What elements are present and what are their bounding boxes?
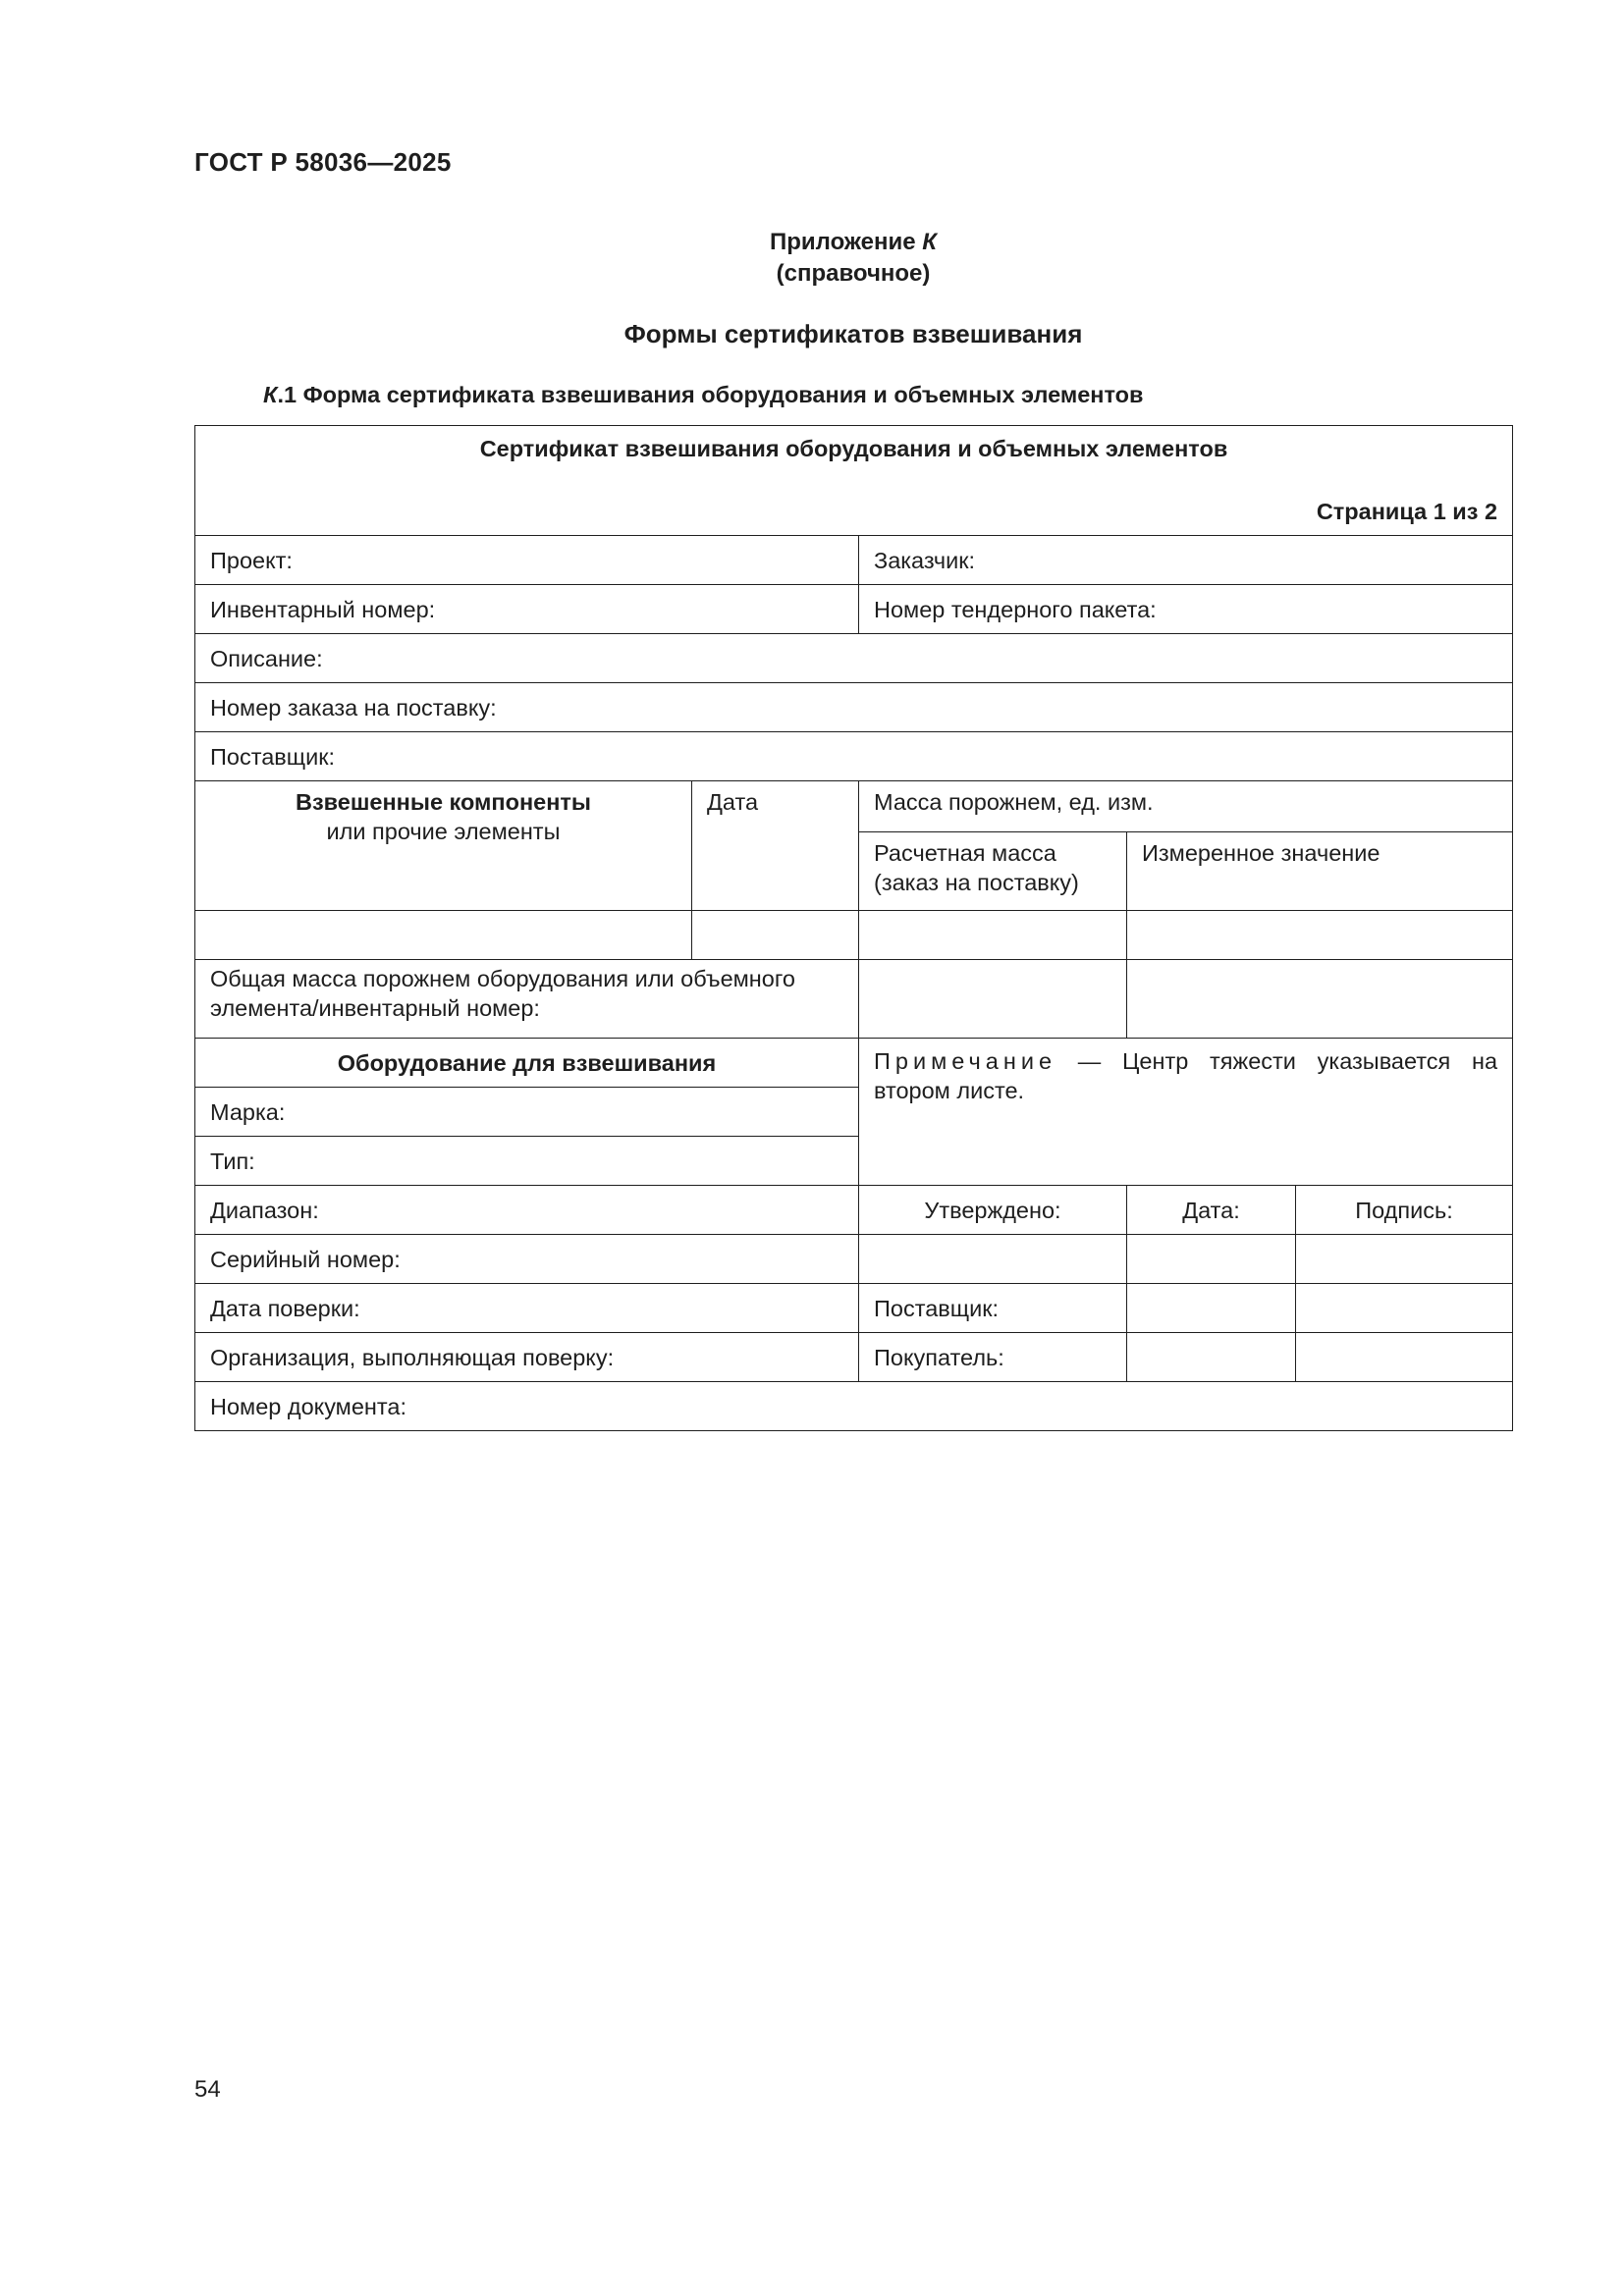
approval-date-blank-input[interactable] [1127, 1235, 1296, 1284]
weighed-components-subtitle: или прочие элементы [326, 819, 561, 844]
calculated-mass-line1: Расчетная масса [874, 840, 1056, 866]
approval-date-header: Дата: [1127, 1186, 1296, 1235]
serial-number-field[interactable]: Серийный номер: [195, 1235, 859, 1284]
appendix-note: (справочное) [776, 260, 931, 287]
supplier-approval-date-input[interactable] [1127, 1284, 1296, 1333]
calculated-mass-header [859, 832, 1127, 911]
subsection-title-text: Форма сертификата взвешивания оборудования и объемных элементов [302, 382, 1144, 407]
buyer-approval-date-input[interactable] [1127, 1333, 1296, 1382]
signature-blank-input[interactable] [1296, 1235, 1513, 1284]
project-field[interactable]: Проект: [195, 536, 859, 585]
approval-header-row [195, 1186, 1513, 1235]
form-row [195, 683, 1513, 732]
calculated-mass-line2: (заказ на поставку) [874, 870, 1079, 895]
component-date-input[interactable] [692, 911, 859, 960]
total-mass-row [195, 960, 1513, 1039]
measured-value-header: Измеренное значение [1127, 832, 1513, 911]
inventory-number-field[interactable]: Инвентарный номер: [195, 585, 859, 634]
customer-field[interactable]: Заказчик: [859, 536, 1513, 585]
form-row [195, 1284, 1513, 1333]
component-entry-row [195, 911, 1513, 960]
form-title-row [195, 426, 1513, 536]
total-measured-value-input[interactable] [1127, 960, 1513, 1039]
subsection-number-letter: К [263, 382, 278, 407]
total-empty-mass-label: Общая масса порожнем оборудования или объемного элемента/инвентарный номер: [195, 960, 859, 1039]
buyer-label: Покупатель: [859, 1333, 1127, 1382]
page-header: ГОСТ Р 58036—2025 [194, 147, 452, 177]
calculated-mass-input[interactable] [859, 911, 1127, 960]
page-number: 54 [194, 2076, 221, 2103]
approval-supplier-label: Поставщик: [859, 1284, 1127, 1333]
form-row [195, 732, 1513, 781]
supplier-signature-input[interactable] [1296, 1284, 1513, 1333]
document-number-field[interactable]: Номер документа: [195, 1382, 1513, 1431]
supplier-field[interactable]: Поставщик: [195, 732, 1513, 781]
form-row [195, 536, 1513, 585]
empty-mass-header: Масса порожнем, ед. изм. [859, 781, 1513, 832]
form-title: Сертификат взвешивания оборудования и объемных элементов [479, 436, 1228, 461]
supply-order-number-field[interactable]: Номер заказа на поставку: [195, 683, 1513, 732]
component-name-input[interactable] [195, 911, 692, 960]
description-field[interactable]: Описание: [195, 634, 1513, 683]
weighing-equipment-header: Оборудование для взвешивания [195, 1039, 859, 1088]
approval-blank-input[interactable] [859, 1235, 1127, 1284]
range-field[interactable]: Диапазон: [195, 1186, 859, 1235]
appendix-label: Приложение [769, 229, 916, 255]
form-row [195, 1382, 1513, 1431]
form-row [195, 585, 1513, 634]
subsection-number-rest: .1 [277, 382, 298, 407]
form-row [195, 1235, 1513, 1284]
type-field[interactable]: Тип: [195, 1137, 859, 1186]
form-page-label: Страница 1 из 2 [1316, 499, 1498, 524]
note-label: Примечание [874, 1048, 1057, 1074]
measured-value-input[interactable] [1127, 911, 1513, 960]
weighed-components-header [195, 781, 692, 911]
subsection-title [263, 382, 1143, 408]
form-row [195, 1333, 1513, 1382]
form-title-cell [195, 426, 1513, 536]
appendix-title [194, 227, 1512, 258]
calibration-organization-field[interactable]: Организация, выполняющая поверку: [195, 1333, 859, 1382]
signature-header: Подпись: [1296, 1186, 1513, 1235]
weighed-components-title: Взвешенные компоненты [295, 789, 592, 815]
buyer-signature-input[interactable] [1296, 1333, 1513, 1382]
tender-package-number-field[interactable]: Номер тендерного пакета: [859, 585, 1513, 634]
form-row [195, 634, 1513, 683]
calibration-date-field[interactable]: Дата поверки: [195, 1284, 859, 1333]
appendix-letter: К [922, 229, 938, 255]
components-header-row [195, 781, 1513, 832]
total-calculated-mass-input[interactable] [859, 960, 1127, 1039]
note-cell [859, 1039, 1513, 1186]
note-text: — Центр тяжести указывается на втором листе. [874, 1048, 1498, 1103]
approved-header: Утверждено: [859, 1186, 1127, 1235]
weighing-equipment-row [195, 1039, 1513, 1088]
brand-field[interactable]: Марка: [195, 1088, 859, 1137]
date-header: Дата [692, 781, 859, 911]
weighing-certificate-form [194, 425, 1513, 1431]
appendix-heading: Формы сертификатов взвешивания [623, 319, 1083, 348]
